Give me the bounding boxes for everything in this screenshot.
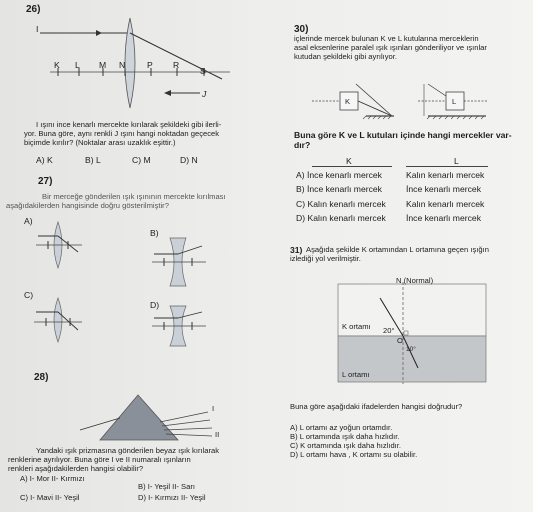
q30-table-header-k: K <box>346 156 352 166</box>
q28-text-line-2: renklerine ayrılıyor. Buna göre I ve II numaralı ışınların <box>8 455 191 464</box>
q30-option-a-k[interactable]: A) İnce kenarlı mercek <box>296 170 382 180</box>
q26-ray-i-label: I <box>36 24 39 34</box>
q31-normal-label: N (Normal) <box>396 276 434 285</box>
q26-point-l: L <box>75 60 80 70</box>
q30-option-d-k[interactable]: D) Kalın kenarlı mercek <box>296 213 386 223</box>
q30-option-b-k[interactable]: B) İnce kenarlı mercek <box>296 184 382 194</box>
q30-option-d-l: İnce kenarlı mercek <box>406 213 481 223</box>
q26-text-line-3: biçimde kırılır? (Noktalar arası uzaklık eşittir.) <box>24 138 176 147</box>
q26-option-d[interactable]: D) N <box>180 155 198 165</box>
q30-option-b-l: İnce kenarlı mercek <box>406 184 481 194</box>
q26-ray-j-label: J <box>202 89 207 99</box>
q30-text-line-2: asal eksenlerine paralel ışık ışınları gönderiliyor ve ışınlar <box>294 43 487 52</box>
q26-point-n: N <box>119 60 126 70</box>
q31-option-c[interactable]: C) K ortamında ışık daha hızlıdır. <box>290 441 402 450</box>
q31-text-line-1: Aşağıda şekilde K ortamından L ortamına geçen ışığın <box>306 245 489 254</box>
q30-option-a-l: Kalın kenarlı mercek <box>406 170 485 180</box>
q26-text-line-2: yor. Buna göre, aynı renkli J ışını hangi noktadan geçecek <box>24 129 220 138</box>
q27-option-c-label[interactable]: C) <box>24 290 34 300</box>
q31-angle-1-label: 20° <box>383 326 395 335</box>
q26-point-r: R <box>173 60 180 70</box>
q31-option-a[interactable]: A) L ortamı az yoğun ortamdır. <box>290 423 393 432</box>
q30-question-line-1: Buna göre K ve L kutuları içinde hangi mercekler var- <box>294 130 512 140</box>
question-31-number: 31) <box>290 245 303 255</box>
q31-point-o-label: O <box>397 336 403 345</box>
q26-point-p: P <box>147 60 153 70</box>
q27-option-a-label[interactable]: A) <box>24 216 33 226</box>
q27-option-d-label[interactable]: D) <box>150 300 160 310</box>
q31-question: Buna göre aşağıdaki ifadelerden hangisi doğrudur? <box>290 402 463 411</box>
q27-text-line-2: aşağıdakilerden hangisinde doğru gösterilmiştir? <box>6 201 169 210</box>
question-27-number: 27) <box>38 176 53 187</box>
q31-angle-2-label: 10° <box>406 346 416 353</box>
q30-text-line-3: kutudan şekildeki gibi ayrılıyor. <box>294 52 397 61</box>
q31-medium-l-label: L ortamı <box>342 370 370 379</box>
q31-text-line-2: izlediği yol verilmiştir. <box>290 254 361 263</box>
q26-option-c[interactable]: C) M <box>132 155 151 165</box>
q28-text-line-1: Yandaki ışık prizmasına gönderilen beyaz ışık kırılarak <box>36 446 220 455</box>
q26-point-s: S <box>200 66 206 76</box>
question-30-number: 30) <box>294 24 309 35</box>
q27-option-b-label[interactable]: B) <box>150 228 159 238</box>
q31-option-d[interactable]: D) L ortamı hava , K ortamı su olabilir. <box>290 450 418 459</box>
q28-option-b[interactable]: B) I- Yeşil II- Sarı <box>138 482 195 491</box>
q26-point-m: M <box>99 60 107 70</box>
q28-ray-i-label: I <box>212 404 215 413</box>
q26-text-line-1: I ışını ince kenarlı mercekte kırılarak şekildeki gibi ilerli- <box>36 120 222 129</box>
q30-box-k-label: K <box>345 97 351 106</box>
q26-point-k: K <box>54 60 60 70</box>
q28-text-line-3: renkleri aşağıdakilerden hangisi olabilir? <box>8 464 144 473</box>
q28-ray-ii-label: II <box>215 430 220 439</box>
q28-option-d[interactable]: D) I- Kırmızı II- Yeşil <box>138 493 206 502</box>
q26-option-a[interactable]: A) K <box>36 155 53 165</box>
q31-medium-k-label: K ortamı <box>342 322 371 331</box>
q30-text-line-1: içlerinde mercek bulunan K ve L kutularına merceklerin <box>294 34 479 43</box>
q28-option-a[interactable]: A) I- Mor II- Kırmızı <box>20 474 85 483</box>
q26-option-b[interactable]: B) L <box>85 155 101 165</box>
q30-question-line-2: dır? <box>294 140 311 150</box>
q28-option-c[interactable]: C) I- Mavi II- Yeşil <box>20 493 80 502</box>
q30-option-c-l: Kalın kenarlı mercek <box>406 199 485 209</box>
question-26-number: 26) <box>26 4 41 15</box>
question-28-number: 28) <box>34 372 49 383</box>
q30-table-header-l: L <box>454 156 459 166</box>
q30-option-c-k[interactable]: C) Kalın kenarlı mercek <box>296 199 386 209</box>
q30-box-l-label: L <box>452 97 457 106</box>
q27-text-line-1: Bir merceğe gönderilen ışık ışınının mercekte kırılması <box>42 192 226 201</box>
q31-option-b[interactable]: B) L ortamında ışık daha hızlıdır. <box>290 432 400 441</box>
